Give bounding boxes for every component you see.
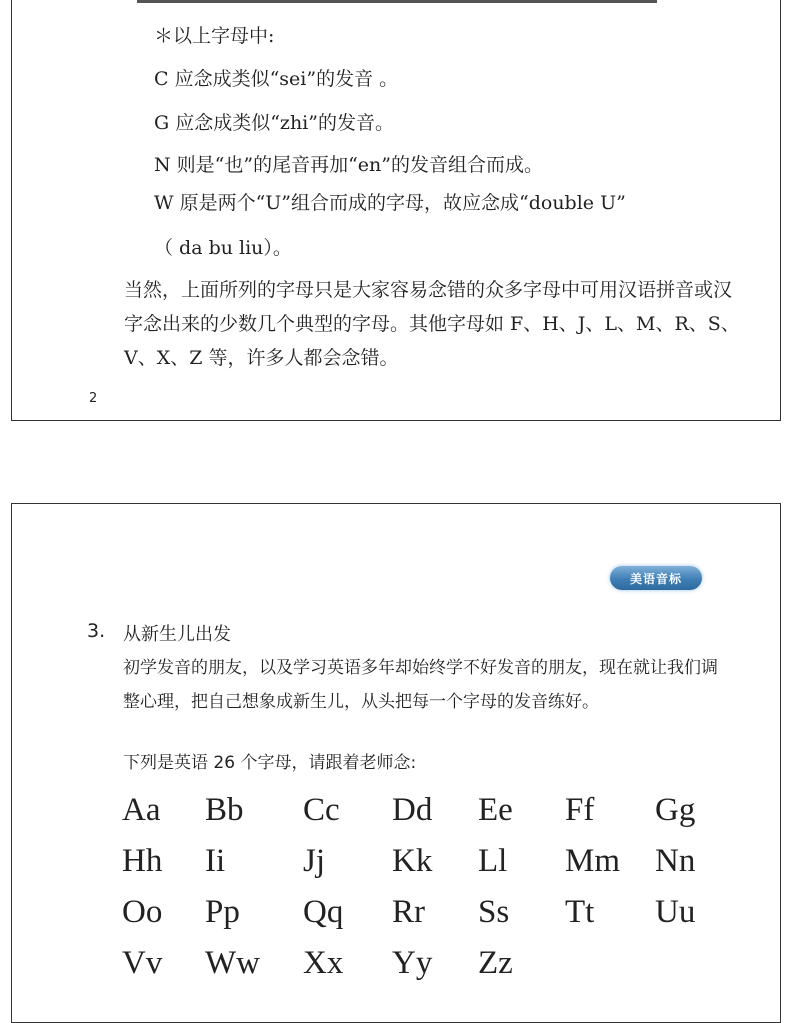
alphabet-row [122,945,762,996]
letter-pair: Vv [122,945,163,981]
book-page-top [11,0,781,421]
header-rule [137,0,657,3]
letter-pair: Zz [478,945,513,981]
section-badge: 美语音标 [610,566,702,590]
alphabet-row [122,843,762,894]
letter-pair: Mm [565,843,621,879]
book-page-bottom [11,503,781,1023]
letter-pair: Yy [392,945,433,981]
letter-note-c: C 应念成类似“sei”的发音 。 [154,68,399,90]
letter-pair: Rr [392,894,425,930]
letter-note-w-pinyin: （ da bu liu）。 [154,237,292,259]
letter-pair: Uu [655,894,696,930]
letter-pair: Ii [205,843,226,879]
letter-pair: Ss [478,894,510,930]
letter-note-w: W 原是两个“U”组合而成的字母，故应念成“double U” [154,192,626,214]
letter-pair: Jj [303,843,326,879]
letter-note-n: N 则是“也”的尾音再加“en”的发音组合而成。 [154,154,543,176]
letter-pair: Ff [565,792,595,828]
letter-pair: Xx [303,945,344,981]
letter-pair: Ll [478,843,508,879]
instruction-text: 下列是英语 26 个字母，请跟着老师念: [123,753,417,773]
letter-pair: Qq [303,894,344,930]
letter-pair: Bb [205,792,244,828]
summary-paragraph: 当然，上面所列的字母只是大家容易念错的众多字母中可用汉语拼音或汉字念出来的少数几个典型的字母。其他字母如 F、H、J、L、M、R、S、V、X、Z 等，许多人都会念错。 [124,279,740,369]
letter-pair: Kk [392,843,433,879]
letter-pair: Pp [205,894,240,930]
letter-pair: Dd [392,792,433,828]
alphabet-grid [122,792,762,996]
letter-pair: Aa [122,792,161,828]
letter-note-g: G 应念成类似“zhi”的发音。 [154,112,394,134]
letter-pair: Ww [205,945,260,981]
letter-pair: Tt [565,894,595,930]
section-title: 从新生儿出发 [123,624,231,645]
intro-paragraph: 初学发音的朋友，以及学习英语多年却始终学不好发音的朋友，现在就让我们调整心理，把自己想象成新生儿，从头把每一个字母的发音练好。 [123,658,718,712]
letter-pair: Cc [303,792,340,828]
page-number: 2 [89,391,98,406]
letter-pair: Nn [655,843,696,879]
letter-pair: Oo [122,894,163,930]
letter-pair: Ee [478,792,513,828]
letter-pair: Gg [655,792,696,828]
alphabet-row [122,792,762,843]
note-heading: ＊以上字母中: [154,25,275,47]
letter-pair: Hh [122,843,163,879]
section-number: 3. [87,620,106,642]
alphabet-row [122,894,762,945]
